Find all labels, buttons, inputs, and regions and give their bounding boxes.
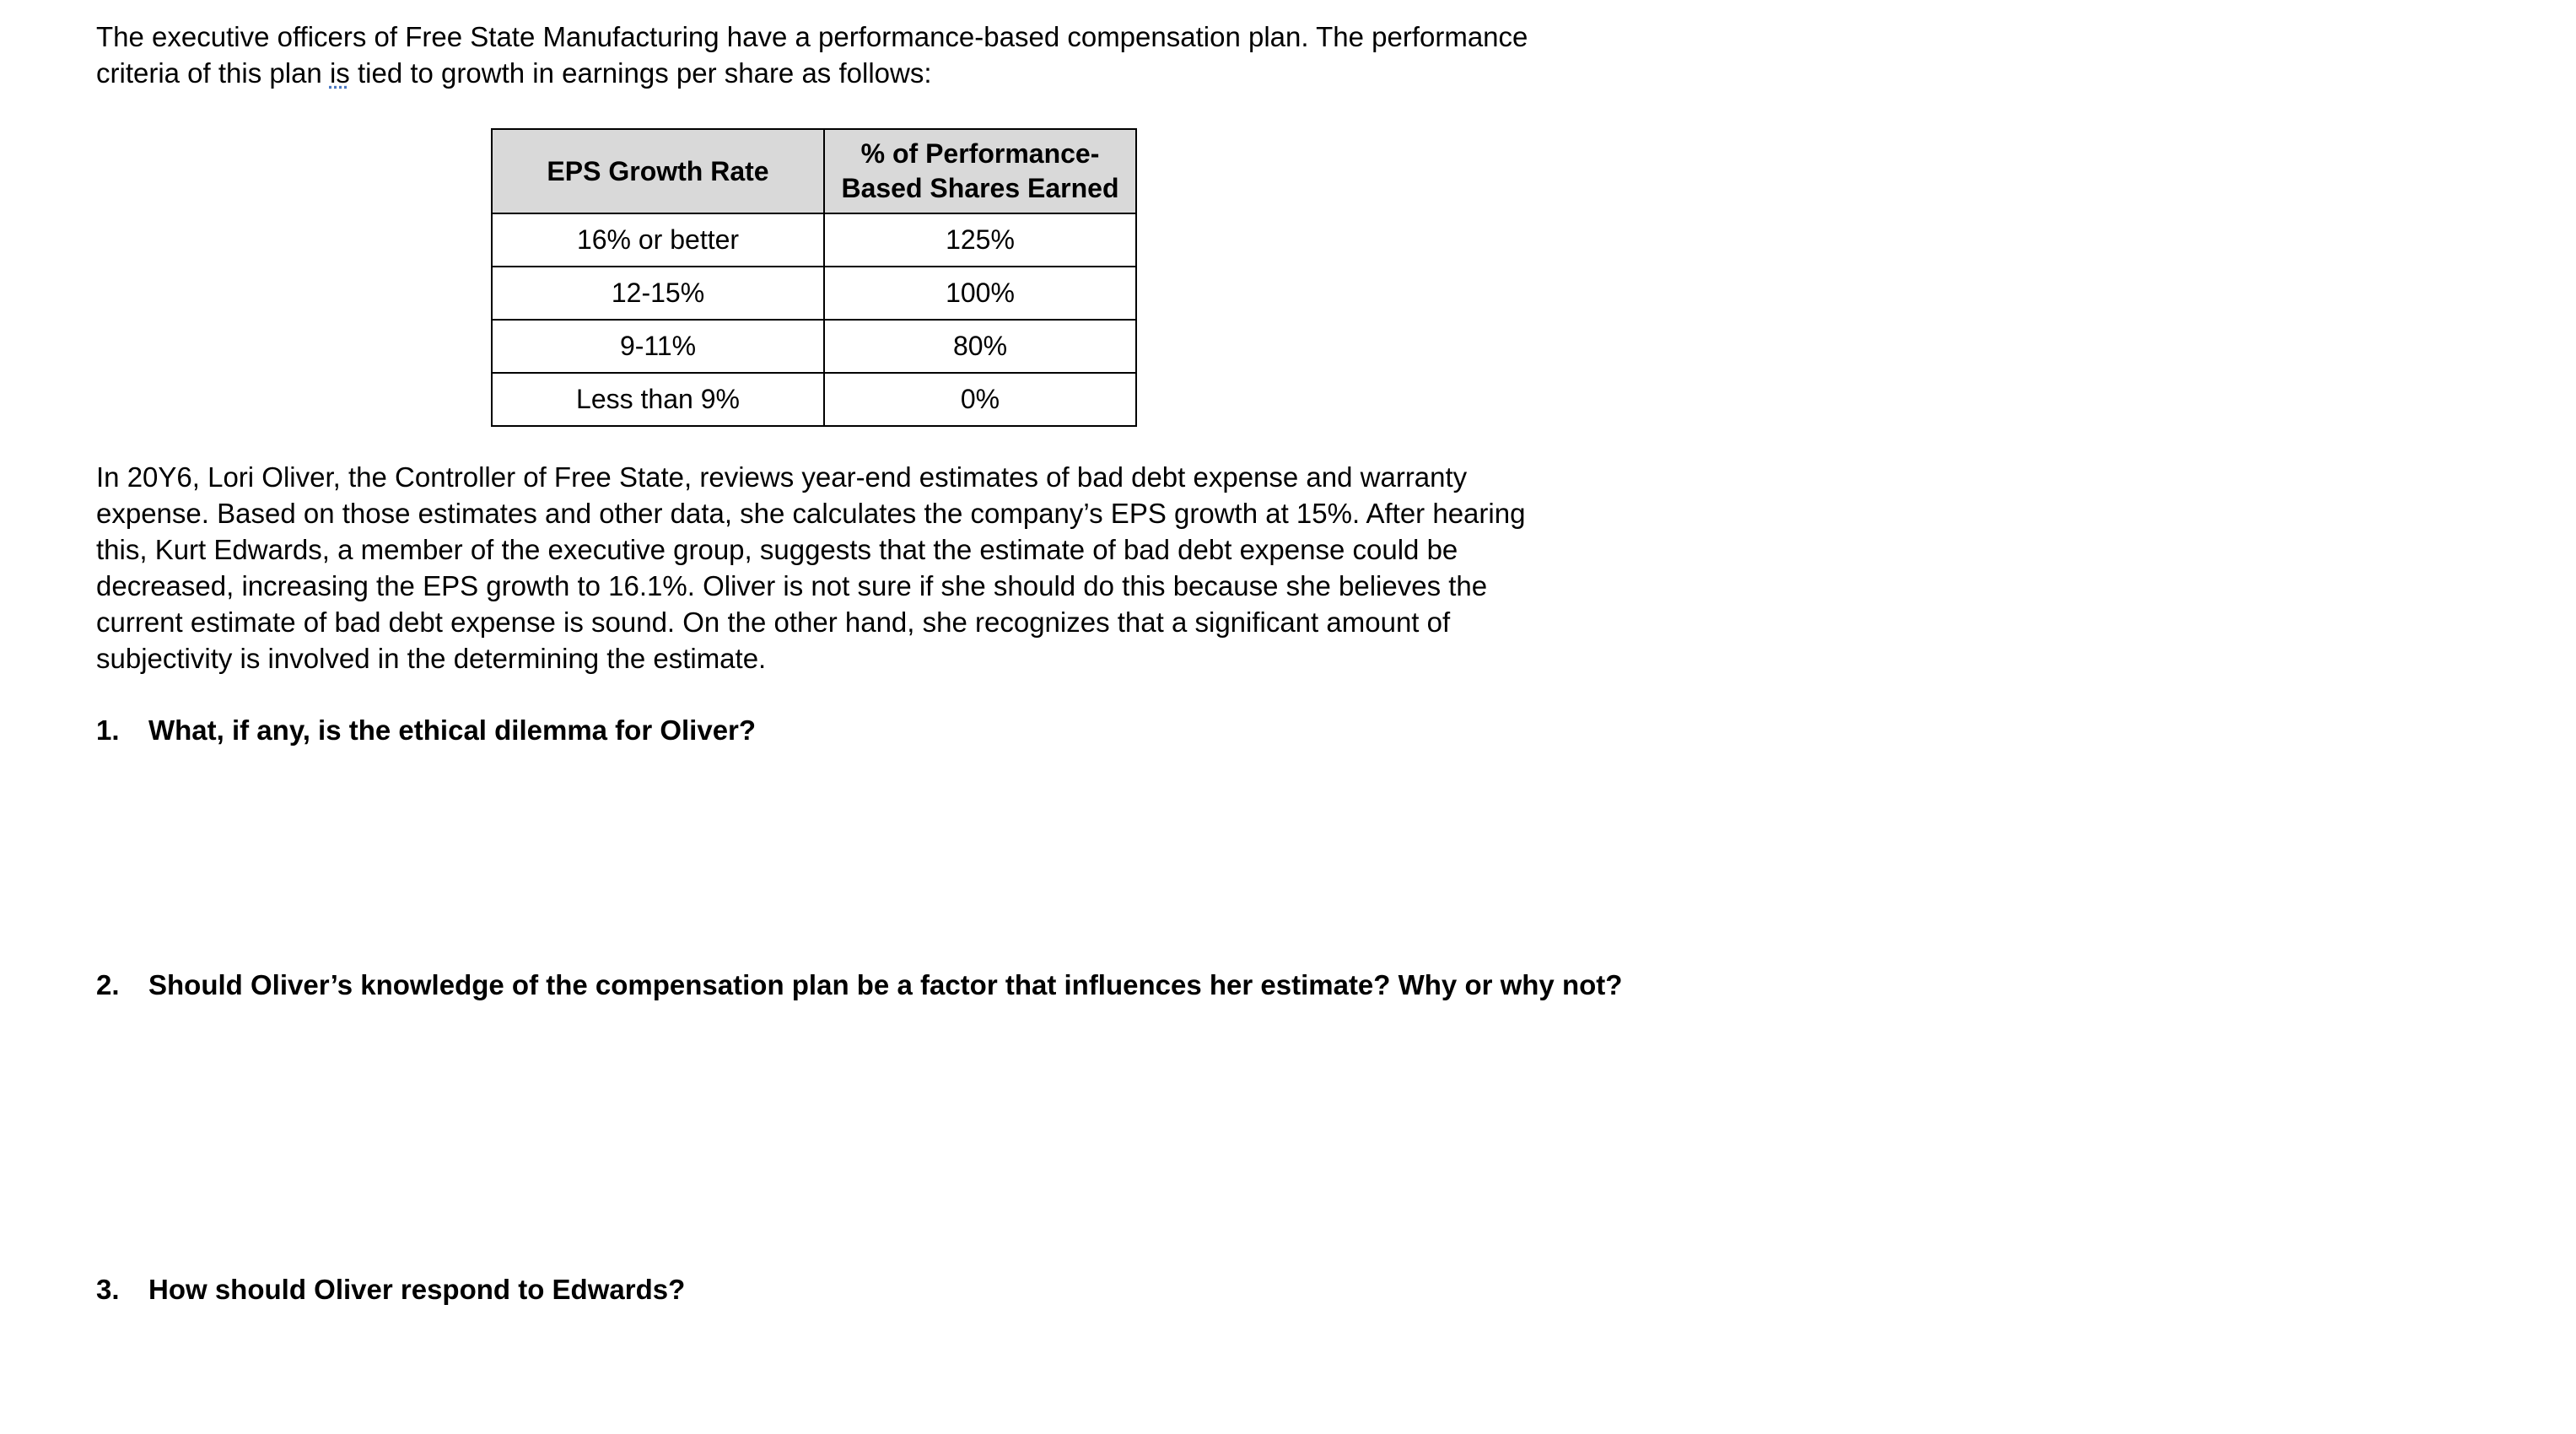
growth-rate-cell: 16% or better xyxy=(492,213,824,267)
scenario-paragraph: In 20Y6, Lori Oliver, the Controller of Free State, reviews year-end estimates of bad debt expense and warranty expense. Based on those estimates and other data, she calculates the company’s EPS growth at 15%. After hearing this, Kurt Edwards, a member of the executive group, suggests that the estimate of bad debt expense could be decreased, increasing the EPS growth to 16.1%. Oliver is not sure if she should do this because she believes the current estimate of bad debt expense is sound. On the other hand, she recognizes that a significant amount of subjectivity is involved in the determining the estimate. xyxy=(96,461,1526,674)
shares-earned-cell: 100% xyxy=(824,267,1136,320)
question-2 xyxy=(96,967,1622,1003)
eps-compensation-table xyxy=(491,128,1137,427)
header-percent-shares-line1: % of Performance- xyxy=(860,138,1100,169)
growth-rate-cell: 12-15% xyxy=(492,267,824,320)
table-header-row xyxy=(492,129,1136,213)
intro-text-part2: tied to growth in earnings per share as follows: xyxy=(349,57,932,89)
growth-rate-cell: Less than 9% xyxy=(492,373,824,426)
intro-underlined-word: is xyxy=(329,57,350,89)
question-number: 3. xyxy=(96,1274,120,1305)
table-row xyxy=(492,373,1136,426)
question-text: How should Oliver respond to Edwards? xyxy=(148,1274,686,1305)
question-number: 1. xyxy=(96,714,120,746)
shares-earned-cell: 0% xyxy=(824,373,1136,426)
table-row xyxy=(492,267,1136,320)
question-1 xyxy=(96,712,756,748)
intro-paragraph xyxy=(96,19,1547,91)
intro-text-part1: The executive officers of Free State Manufacturing have a performance-based compensation plan. The performance criteria of this plan xyxy=(96,21,1528,89)
shares-earned-cell: 125% xyxy=(824,213,1136,267)
growth-rate-cell: 9-11% xyxy=(492,320,824,373)
question-3 xyxy=(96,1271,685,1307)
header-percent-shares-line2: Based Shares Earned xyxy=(841,173,1119,203)
table-row xyxy=(492,320,1136,373)
question-number: 2. xyxy=(96,969,120,1000)
question-text: What, if any, is the ethical dilemma for Oliver? xyxy=(148,714,757,746)
question-text: Should Oliver’s knowledge of the compensation plan be a factor that influences her estimate? Why or why not? xyxy=(148,969,1623,1000)
header-eps-growth-rate: EPS Growth Rate xyxy=(492,129,824,213)
table-row xyxy=(492,213,1136,267)
shares-earned-cell: 80% xyxy=(824,320,1136,373)
header-percent-shares-earned xyxy=(824,129,1136,213)
